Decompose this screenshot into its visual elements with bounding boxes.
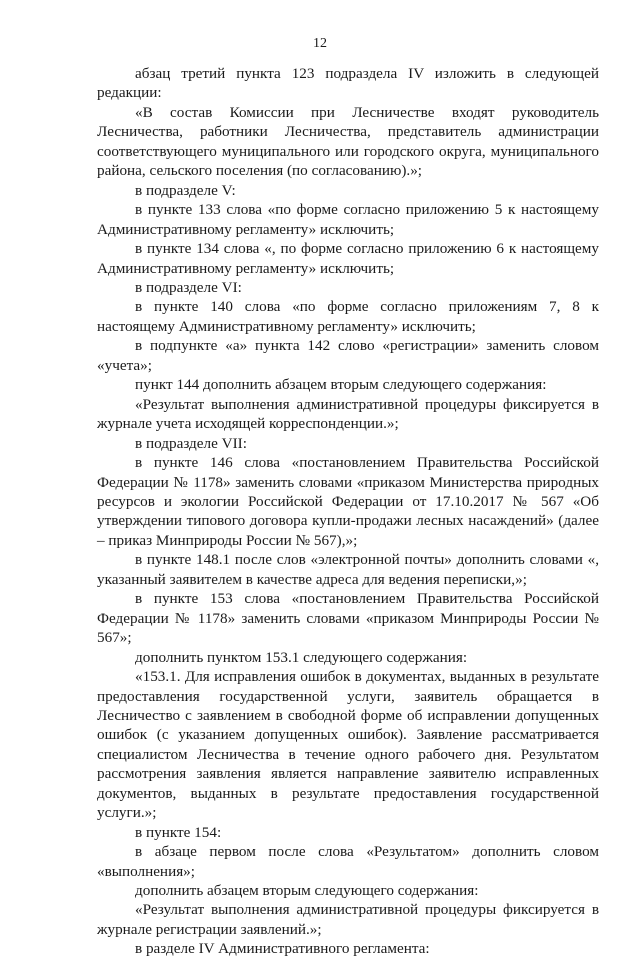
paragraph: в разделе IV Административного регламента: (135, 940, 430, 958)
paragraph: в подразделе VI: (135, 278, 242, 296)
paragraph: в пункте 153 слова «постановлением Правительства Российской Федерации № 1178» заменить словами «приказом Минприроды России № 567»; (97, 590, 599, 647)
paragraph: в пункте 148.1 после слов «электронной почты» дополнить словами «, указанный заявителем в качестве адреса для ведения переписки,»; (97, 551, 599, 588)
document-body (97, 64, 599, 959)
paragraph: в подразделе VII: (135, 434, 247, 452)
paragraph: «Результат выполнения административной процедуры фиксируется в журнале учета исходящей корреспонденции.»; (97, 395, 599, 433)
paragraph: абзац третий пункта 123 подраздела IV изложить в следующей редакции: (97, 65, 599, 102)
paragraph: в пункте 133 слова «по форме согласно приложению 5 к настоящему Административному регламенту» исключить; (97, 201, 599, 238)
paragraph: в пункте 140 слова «по форме согласно приложениям 7, 8 к настоящему Административному регламенту» исключить; (97, 298, 599, 335)
paragraph: пункт 144 дополнить абзацем вторым следующего содержания: (135, 376, 547, 394)
paragraph: «153.1. Для исправления ошибок в документах, выданных в результате предоставления государственной услуги, заявитель обращается в Лесничество с заявлением в свободной форме об исправлении допущенных ошибок (с указанием допущенных ошибок). Заявление рассматривается специалистом Лесничества в течение одного рабочего дня. Результатом рассмотрения заявления является направление заявителю исправленных документов, выданных в результате предоставления государственной услуги.»; (97, 668, 599, 822)
page-number: 12 (313, 36, 327, 51)
paragraph: в подпункте «а» пункта 142 слово «регистрации» заменить словом «учета»; (97, 337, 599, 374)
paragraph: «В состав Комиссии при Лесничестве входят руководитель Лесничества, работники Лесничества, представитель администрации соответствующего муниципального или городского округа, муниципального района, сельского поселения (по согласованию).»; (97, 103, 599, 180)
paragraph: в абзаце первом после слова «Результатом» дополнить словом «выполнения»; (97, 843, 599, 880)
paragraph: в пункте 154: (135, 823, 222, 841)
paragraph: в пункте 134 слова «, по форме согласно приложению 6 к настоящему Административному регламенту» исключить; (97, 240, 599, 277)
paragraph: в пункте 146 слова «постановлением Правительства Российской Федерации № 1178» заменить словами «приказом Министерства природных ресурсов и экологии Российской Федерации от 17.10.2017 № 567 «Об утверждении типового договора купли-продажи лесных насаждений» (далее – приказ Минприроды России № 567),»; (97, 454, 599, 549)
paragraph: «Результат выполнения административной процедуры фиксируется в журнале регистрации заявлений.»; (97, 901, 599, 938)
paragraph: в подразделе V: (135, 181, 236, 199)
paragraph: дополнить пунктом 153.1 следующего содержания: (135, 648, 468, 666)
paragraph: дополнить абзацем вторым следующего содержания: (135, 882, 479, 900)
